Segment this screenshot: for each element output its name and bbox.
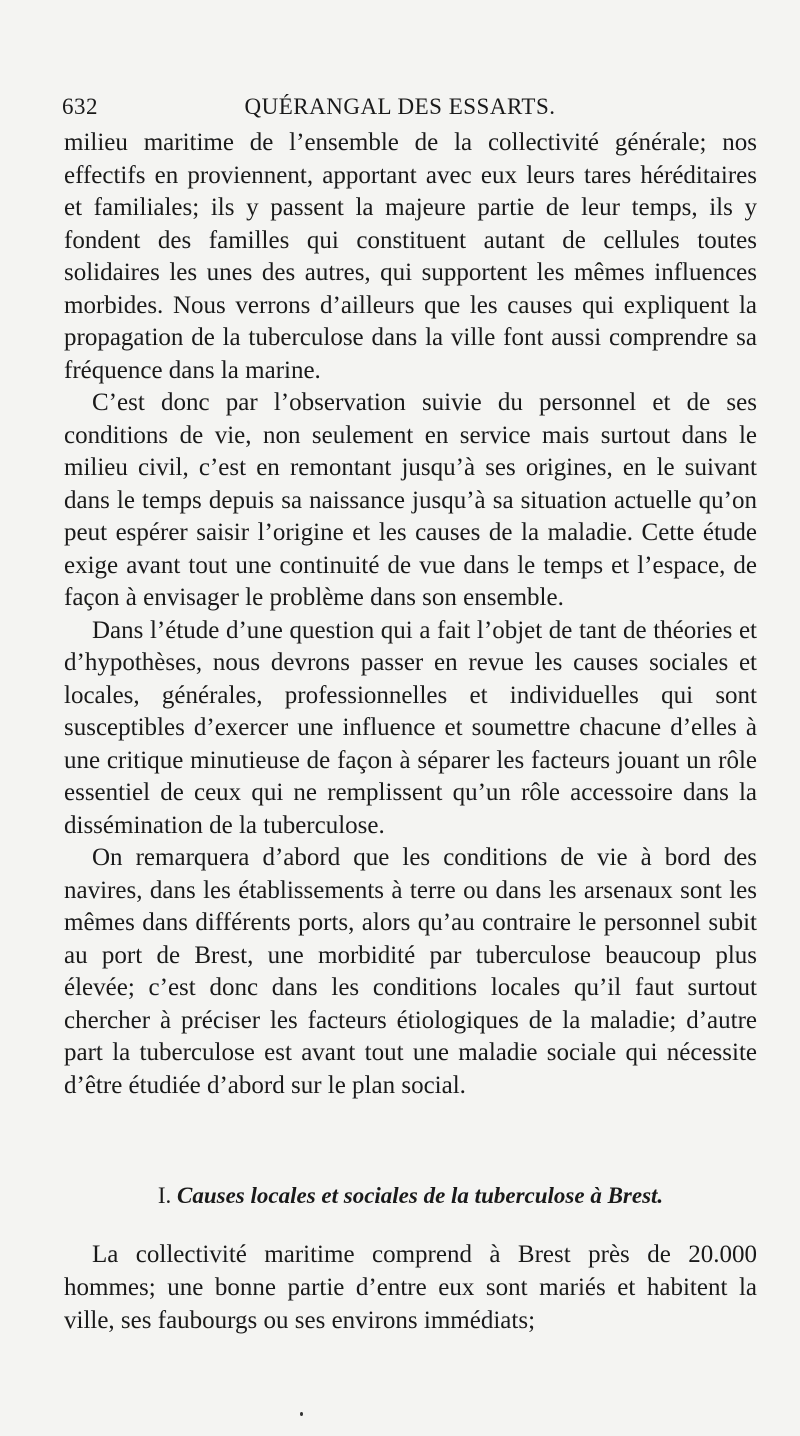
section-heading: [64, 1180, 757, 1212]
page-number: 632: [62, 94, 98, 119]
paragraph: C’est donc par l’observation suivie du personnel et de ses conditions de vie, non seulement en service mais surtout dans le milieu civil, c’est en remontant jusqu’à ses origines, en le suivant dans le temps depuis sa naissance jusqu’à sa situation actuelle qu’on peut espérer saisir l’origine et les causes de la maladie. Cette étude exige avant tout une continuité de vue dans le temps et l’espace, de façon à envisager le problème dans son ensemble.: [64, 389, 757, 611]
running-title: QUÉRANGAL DES ESSARTS.: [244, 94, 556, 119]
paragraph: Dans l’étude d’une question qui a fait l’objet de tant de théories et d’hypothèses, nous devrons passer en revue les causes sociales et locales, générales, professionnelles et individuelles qui sont susceptibles d’exercer une influence et soumettre chacune d’elles à une critique minutieuse de façon à séparer les facteurs jouant un rôle essentiel de ceux qui ne remplissent qu’un rôle accessoire dans la dissémination de la tuberculose.: [64, 616, 757, 839]
ink-speck: [300, 1412, 303, 1416]
section-body: [64, 1238, 757, 1337]
paragraph: La collectivité maritime comprend à Brest près de 20.000 hommes; une bonne partie d’entre eux sont mariés et habitent la ville, ses faubourgs ou ses environs immédiats;: [64, 1241, 757, 1334]
page-header: [62, 94, 738, 124]
section-title: Causes locales et sociales de la tuberculose à Brest.: [177, 1183, 664, 1208]
paragraph: On remarquera d’abord que les conditions de vie à bord des navires, dans les établissements à terre ou dans les arsenaux sont les mêmes dans différents ports, alors qu’au contraire le personnel subit au port de Brest, une morbidité par tuberculose beaucoup plus élevée; c’est donc dans les conditions locales qu’il faut surtout chercher à préciser les facteurs étiologiques de la maladie; d’autre part la tuberculose est avant tout une maladie sociale qui nécessite d’être étudiée d’abord sur le plan social.: [64, 844, 757, 1099]
paragraph: milieu maritime de l’ensemble de la collectivité générale; nos effectifs en proviennent, apportant avec eux leurs tares héréditaires et familiales; ils y passent la majeure partie de leur temps, ils y fondent des familles qui constituent autant de cellules toutes solidaires les unes des autres, qui supportent les mêmes influences morbides. Nous verrons d’ailleurs que les causes qui expliquent la propagation de la tuberculose dans la ville font aussi comprendre sa fréquence dans la marine.: [64, 129, 757, 384]
section-number: I.: [157, 1183, 172, 1208]
body-text: [64, 127, 757, 1102]
